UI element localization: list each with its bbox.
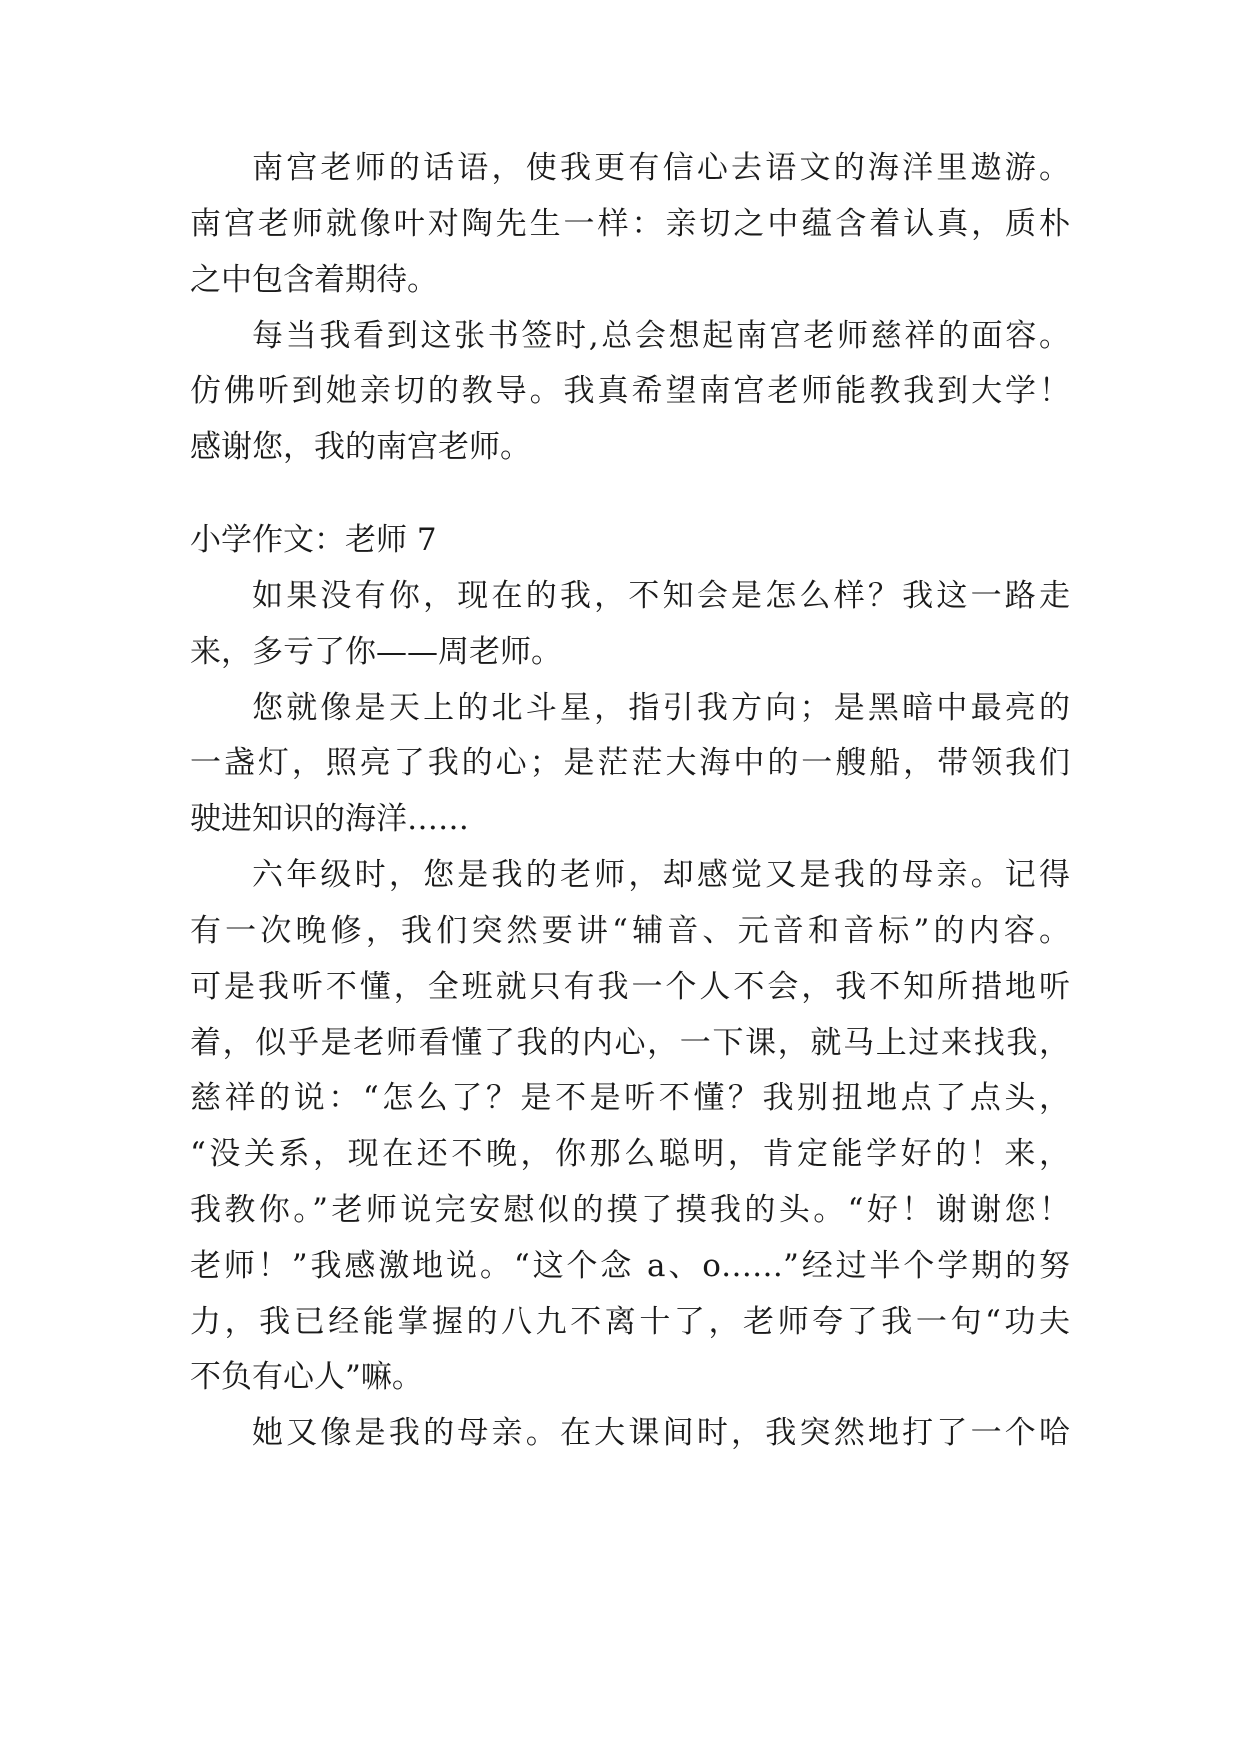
paragraph-line: 来，多亏了你——周老师。 bbox=[190, 634, 562, 670]
paragraph-line: 不负有心人”嘛。 bbox=[190, 1359, 423, 1395]
paragraph-line: 每当我看到这张书签时,总会想起南宫老师慈祥的面容。 bbox=[252, 318, 1070, 354]
paragraph-line: 可是我听不懂，全班就只有我一个人不会，我不知所措地听 bbox=[190, 969, 1070, 1005]
paragraph-line: 您就像是天上的北斗星，指引我方向；是黑暗中最亮的 bbox=[252, 690, 1070, 726]
paragraph-line: 有一次晚修，我们突然要讲“辅音、元音和音标”的内容。 bbox=[190, 913, 1070, 949]
paragraph-line: 南宫老师就像叶对陶先生一样：亲切之中蕴含着认真，质朴 bbox=[190, 206, 1070, 242]
paragraph-line: 着，似乎是老师看懂了我的内心，一下课，就马上过来找我， bbox=[190, 1025, 1070, 1061]
paragraph-line: 南宫老师的话语，使我更有信心去语文的海洋里遨游。 bbox=[252, 150, 1070, 186]
paragraph-line: 感谢您，我的南宫老师。 bbox=[190, 429, 531, 465]
paragraph-line: 老师！”我感激地说。“这个念 a、o……”经过半个学期的努 bbox=[190, 1248, 1070, 1284]
paragraph-line: 驶进知识的海洋…… bbox=[190, 801, 469, 837]
section-title: 小学作文：老师 7 bbox=[190, 522, 437, 558]
paragraph-line: 她又像是我的母亲。在大课间时，我突然地打了一个哈 bbox=[252, 1415, 1070, 1451]
paragraph-line: 一盏灯，照亮了我的心；是茫茫大海中的一艘船，带领我们 bbox=[190, 745, 1070, 781]
paragraph-line: 仿佛听到她亲切的教导。我真希望南宫老师能教我到大学！ bbox=[190, 373, 1070, 409]
paragraph-line: 我教你。”老师说完安慰似的摸了摸我的头。“好！谢谢您！ bbox=[190, 1192, 1070, 1228]
paragraph-line: 如果没有你，现在的我，不知会是怎么样？我这一路走 bbox=[252, 578, 1070, 614]
paragraph-line: 六年级时，您是我的老师，却感觉又是我的母亲。记得 bbox=[252, 857, 1070, 893]
paragraph-line: 之中包含着期待。 bbox=[190, 262, 438, 298]
paragraph-line: “没关系，现在还不晚，你那么聪明，肯定能学好的！来， bbox=[190, 1136, 1070, 1172]
paragraph-line: 慈祥的说：“怎么了？是不是听不懂？我别扭地点了点头， bbox=[190, 1080, 1070, 1116]
paragraph-line: 力，我已经能掌握的八九不离十了，老师夸了我一句“功夫 bbox=[190, 1304, 1070, 1340]
